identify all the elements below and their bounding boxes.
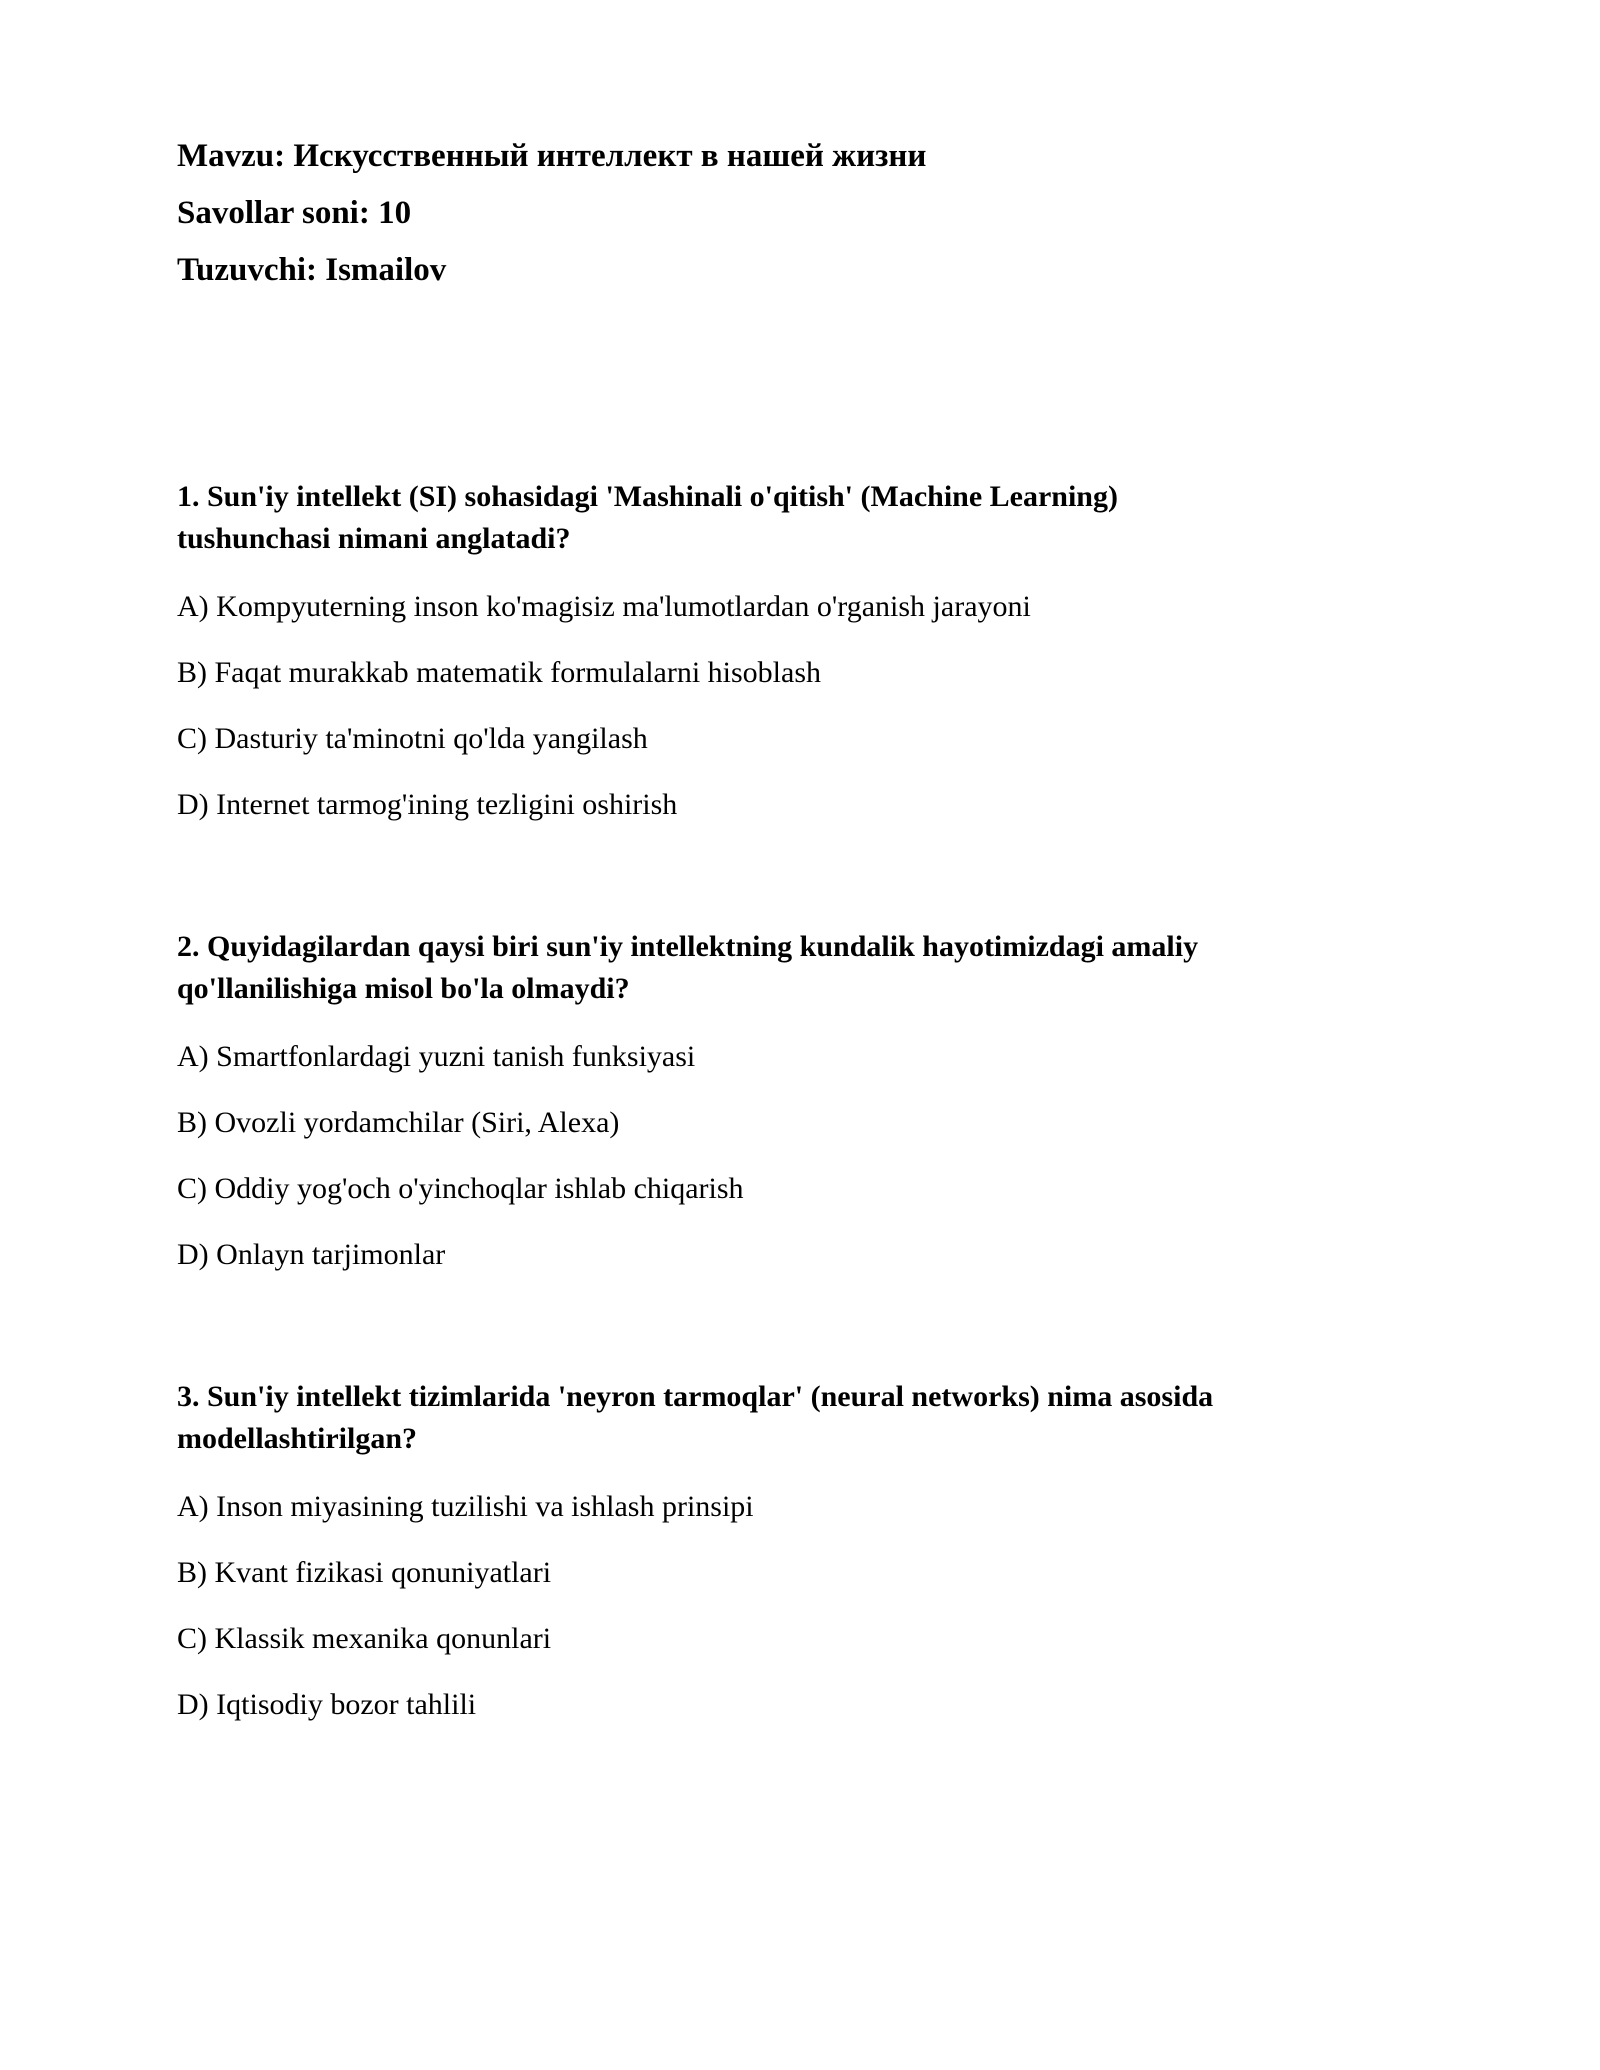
document-header [177,135,1420,292]
question-text-line: 1. Sun'iy intellekt (SI) sohasidagi 'Mashinali o'qitish' (Machine Learning) [177,480,1118,513]
question-text-line: 3. Sun'iy intellekt tizimlarida 'neyron tarmoqlar' (neural networks) nima asosida [177,1380,1214,1413]
option-d: D) Internet tarmog'ining tezligini oshirish [177,788,678,821]
author-line: Tuzuvchi: Ismailov [177,252,447,288]
option-c: C) Dasturiy ta'minotni qo'lda yangilash [177,722,648,755]
question-text-line: 2. Quyidagilardan qaysi biri sun'iy intellektning kundalik hayotimizdagi amaliy [177,930,1199,963]
question-text [177,926,1420,1010]
question-block-2 [177,926,1420,1276]
option-a: A) Inson miyasining tuzilishi va ishlash prinsipi [177,1490,754,1523]
question-text-line: modellashtirilgan? [177,1422,418,1455]
topic-line: Mavzu: Искусственный интеллект в нашей жизни [177,138,927,174]
question-text [177,476,1420,560]
option-a: A) Smartfonlardagi yuzni tanish funksiyasi [177,1040,696,1073]
question-text [177,1376,1420,1460]
option-c: C) Oddiy yog'och o'yinchoqlar ishlab chiqarish [177,1172,744,1205]
option-b: B) Faqat murakkab matematik formulalarni hisoblash [177,656,822,689]
option-b: B) Kvant fizikasi qonuniyatlari [177,1556,552,1589]
question-count-line: Savollar soni: 10 [177,195,412,231]
option-b: B) Ovozli yordamchilar (Siri, Alexa) [177,1106,620,1139]
option-d: D) Onlayn tarjimonlar [177,1238,446,1271]
option-d: D) Iqtisodiy bozor tahlili [177,1688,477,1721]
question-text-line: qo'llanilishiga misol bo'la olmaydi? [177,972,630,1005]
option-c: C) Klassik mexanika qonunlari [177,1622,552,1655]
question-text-line: tushunchasi nimani anglatadi? [177,522,571,555]
option-a: A) Kompyuterning inson ko'magisiz ma'lumotlardan o'rganish jarayoni [177,590,1031,623]
question-block-1 [177,476,1420,826]
question-block-3 [177,1376,1420,1726]
